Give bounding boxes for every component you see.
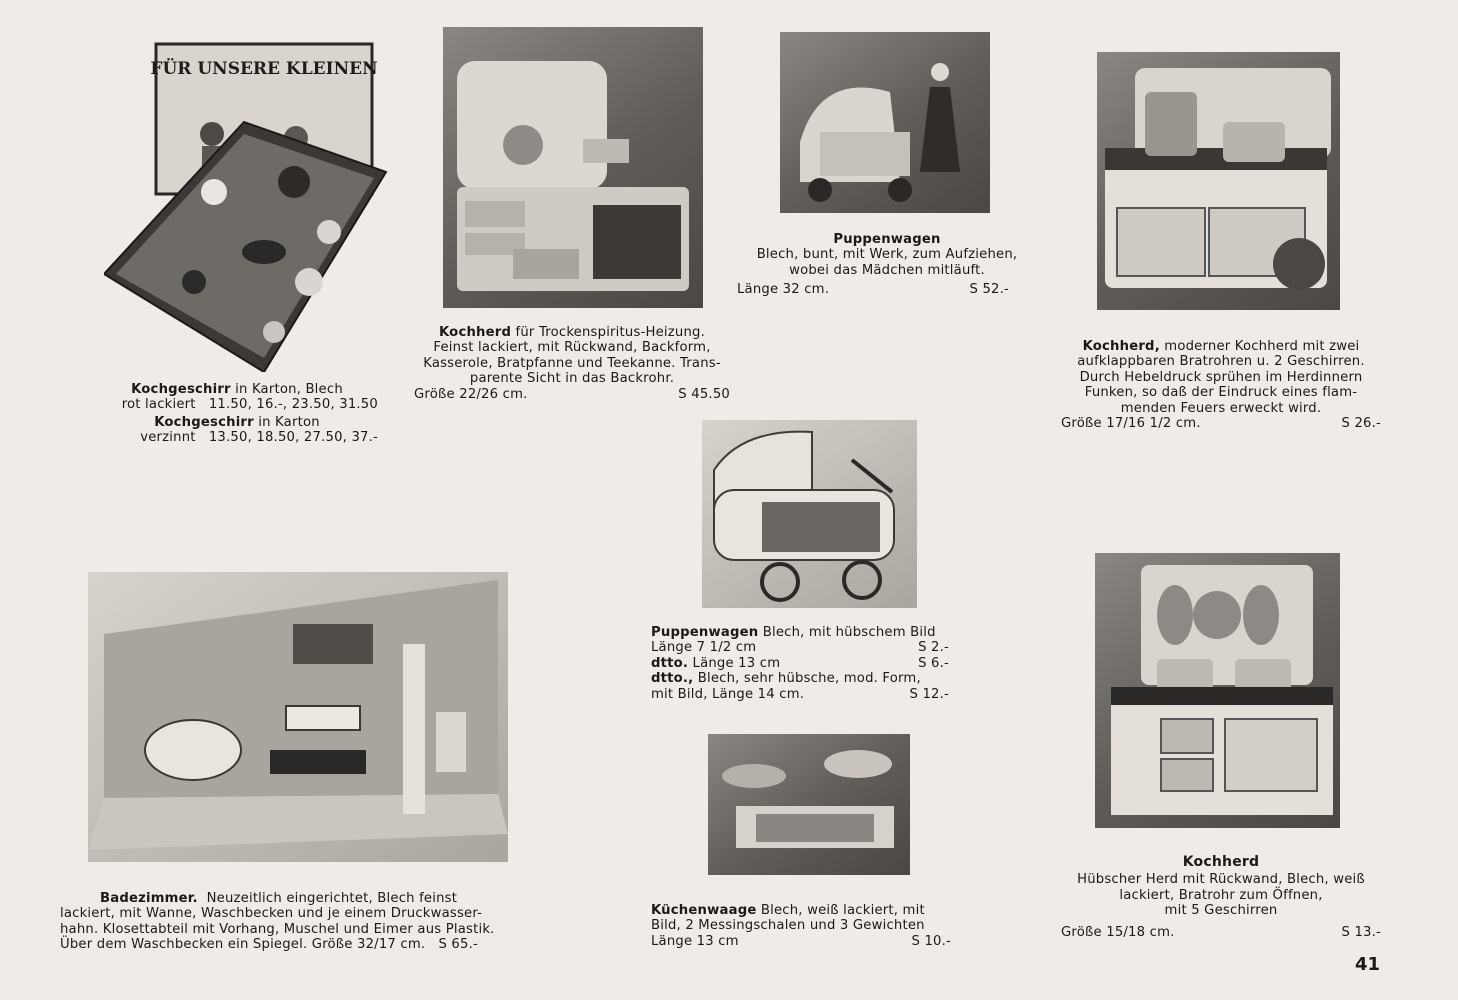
photo-kochherd-modern xyxy=(1097,52,1340,310)
kochgeschirr-text-1: in Karton, Blech xyxy=(230,382,343,397)
kochherd-spiritus-line4: parente Sicht in das Backrohr. xyxy=(469,371,675,387)
kochherd-modern-line1: moderner Kochherd mit zwei xyxy=(1159,339,1360,354)
kochgeschirr-label-rot: rot lackiert xyxy=(121,397,196,413)
puppenwagen-bild-price5: S 12.- xyxy=(909,686,949,702)
badezimmer-title: Badezimmer. xyxy=(100,891,198,906)
puppenwagen-bild-line3: Länge 13 cm xyxy=(688,655,781,671)
photo-kochherd-klein xyxy=(1095,553,1340,828)
puppenwagen-bild-price2: S 2.- xyxy=(918,640,949,656)
page-number: 41 xyxy=(1354,954,1380,975)
puppenwagen-bild-dtto1: dtto. xyxy=(651,655,689,671)
kochgeschirr-prices-verzinnt: 13.50, 18.50, 27.50, 37.- xyxy=(208,430,378,446)
caption-badezimmer xyxy=(60,891,550,953)
caption-kochherd-klein xyxy=(1061,855,1381,940)
caption-puppenwagen-werk xyxy=(737,232,1037,298)
kochherd-klein-line1: Hübscher Herd mit Rückwand, Blech, weiß xyxy=(1077,872,1365,888)
kochherd-klein-title: Kochherd xyxy=(1182,854,1260,870)
kochgeschirr-title-1: Kochgeschirr xyxy=(131,382,231,397)
badezimmer-line4: Über dem Waschbecken ein Spiegel. Größe 32/17 cm. S 65.- xyxy=(60,937,478,953)
kochgeschirr-label-verzinnt: verzinnt xyxy=(140,430,196,446)
kochherd-spiritus-size: Größe 22/26 cm. xyxy=(414,386,528,402)
kuechenwaage-line3: Länge 13 cm xyxy=(651,933,739,949)
kochherd-modern-size: Größe 17/16 1/2 cm. xyxy=(1061,416,1201,432)
kochgeschirr-text-2: in Karton xyxy=(253,414,320,430)
kochherd-modern-line5: menden Feuers erweckt wird. xyxy=(1120,400,1322,416)
kochherd-modern-line4: Funken, so daß der Eindruck eines flam- xyxy=(1084,385,1358,401)
kochherd-klein-price: S 13.- xyxy=(1341,924,1381,940)
kochgeschirr-title-2: Kochgeschirr xyxy=(154,414,254,430)
puppenwagen-werk-line1: Blech, bunt, mit Werk, zum Aufziehen, xyxy=(756,247,1018,263)
puppenwagen-bild-line4: Blech, sehr hübsche, mod. Form, xyxy=(693,671,921,687)
photo-badezimmer xyxy=(88,572,508,862)
kuechenwaage-line1: Blech, weiß lackiert, mit xyxy=(756,903,925,918)
kochherd-modern-title: Kochherd, xyxy=(1082,339,1160,354)
kochherd-spiritus-line1: für Trockenspiritus-Heizung. xyxy=(511,325,705,340)
puppenwagen-bild-price3: S 6.- xyxy=(918,655,949,671)
kochherd-klein-line2: lackiert, Bratrohr zum Öffnen, xyxy=(1119,887,1323,903)
kochherd-spiritus-line3: Kasserole, Bratpfanne und Teekanne. Trans- xyxy=(423,355,721,371)
puppenwagen-werk-price: S 52.- xyxy=(969,282,1009,298)
kochherd-modern-price: S 26.- xyxy=(1341,416,1381,432)
box-label: FÜR UNSERE KLEINEN xyxy=(150,59,378,79)
badezimmer-line2: lackiert, mit Wanne, Waschbecken und je einem Druckwasser- xyxy=(60,906,483,922)
puppenwagen-bild-title: Puppenwagen xyxy=(651,625,759,640)
kochherd-spiritus-title: Kochherd xyxy=(439,325,512,340)
kochherd-modern-line3: Durch Hebeldruck sprühen im Herdinnern xyxy=(1079,369,1363,385)
kuechenwaage-title: Küchenwaage xyxy=(651,903,757,918)
puppenwagen-werk-length: Länge 32 cm. xyxy=(737,282,830,298)
caption-kochherd-modern xyxy=(1061,339,1381,431)
puppenwagen-werk-line2: wobei das Mädchen mitläuft. xyxy=(789,262,985,278)
badezimmer-line3: hahn. Klosettabteil mit Vorhang, Muschel und Eimer aus Plastik. xyxy=(60,921,495,937)
caption-kochherd-spiritus xyxy=(414,325,730,402)
kochherd-modern-line2: aufklappbaren Bratrohren u. 2 Geschirren. xyxy=(1077,354,1365,370)
puppenwagen-bild-line2: Länge 7 1/2 cm xyxy=(651,640,757,656)
puppenwagen-bild-dtto2: dtto., xyxy=(651,671,694,687)
photo-kuechenwaage xyxy=(708,734,910,875)
kochherd-klein-size: Größe 15/18 cm. xyxy=(1061,924,1175,940)
photo-puppenwagen-werk xyxy=(780,32,990,213)
kochherd-klein-line3: mit 5 Geschirren xyxy=(1164,903,1278,919)
kochherd-spiritus-price: S 45.50 xyxy=(678,386,730,402)
puppenwagen-bild-line1: Blech, mit hübschem Bild xyxy=(758,625,936,640)
kochgeschirr-prices-rot: 11.50, 16.-, 23.50, 31.50 xyxy=(208,397,378,413)
caption-puppenwagen-bild xyxy=(651,625,969,702)
caption-kochgeschirr xyxy=(96,382,378,446)
kochherd-spiritus-line2: Feinst lackiert, mit Rückwand, Backform, xyxy=(433,340,711,356)
caption-kuechenwaage xyxy=(651,903,969,949)
photo-kochgeschirr-box xyxy=(104,42,394,372)
photo-kochherd-spiritus xyxy=(443,27,703,308)
kuechenwaage-price: S 10.- xyxy=(911,933,951,949)
puppenwagen-werk-title: Puppenwagen xyxy=(833,232,941,247)
badezimmer-line1: Neuzeitlich eingerichtet, Blech feinst xyxy=(197,891,458,906)
photo-puppenwagen-bild xyxy=(702,420,917,608)
puppenwagen-bild-line5: mit Bild, Länge 14 cm. xyxy=(651,686,805,702)
kuechenwaage-line2: Bild, 2 Messingschalen und 3 Gewichten xyxy=(651,918,925,934)
